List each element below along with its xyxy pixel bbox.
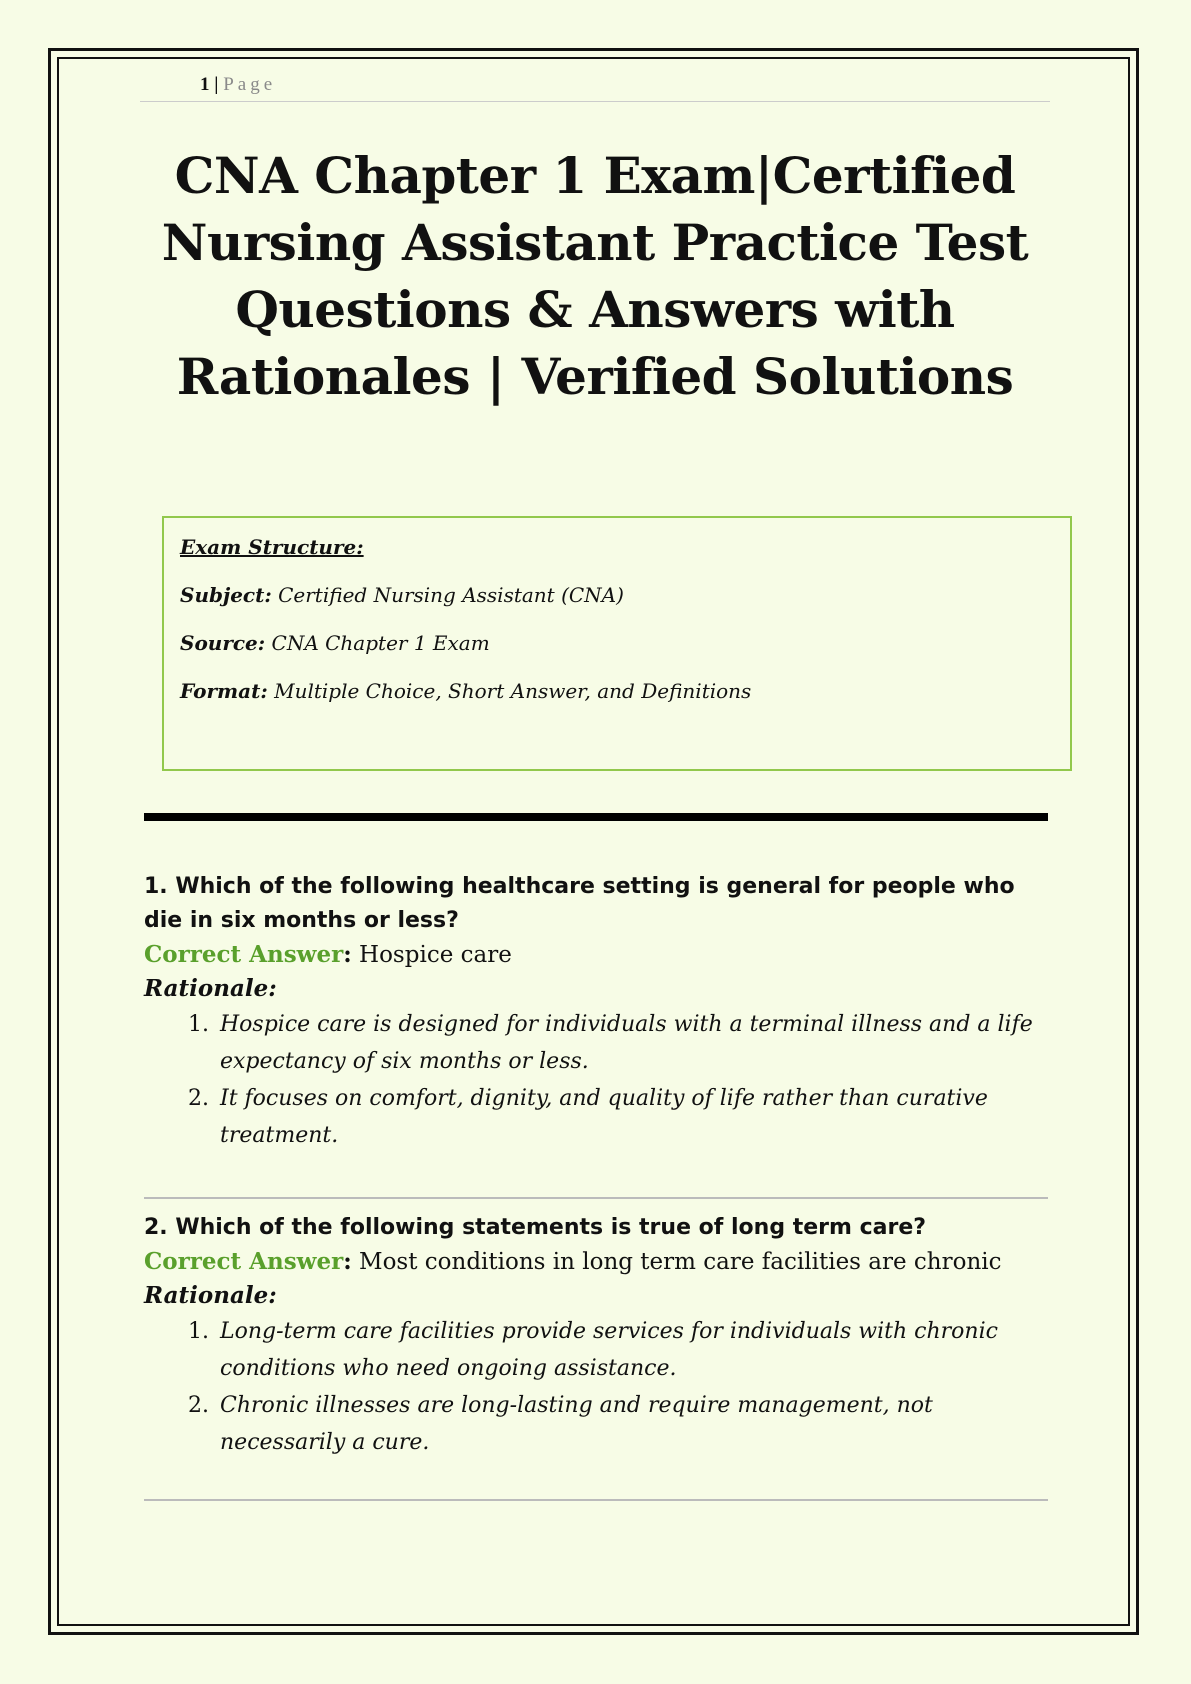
answer-label: Correct Answer (144, 1248, 344, 1275)
page-word: Page (223, 74, 277, 95)
answer-line: Correct Answer: Hospice care (144, 941, 512, 968)
rationale-list (144, 1313, 1048, 1461)
rationale-item: 1. Long-term care facilities provide services for individuals with chronic conditions who need ongoing assistance. (216, 1313, 1048, 1387)
exam-structure-heading: Exam Structure: (180, 535, 364, 559)
question-text: 2. Which of the following statements is true of long term care? (144, 1215, 927, 1240)
subject-value: Certified Nursing Assistant (CNA) (278, 583, 624, 607)
question-block (144, 870, 1048, 1154)
question-divider (144, 1499, 1048, 1501)
format-row (180, 676, 1054, 706)
exam-structure-box (162, 516, 1072, 771)
source-row (180, 628, 1054, 658)
answer-value: Most conditions in long term care facilities are chronic (359, 1249, 1002, 1275)
question-divider (144, 1197, 1048, 1199)
source-label: Source: (180, 631, 266, 655)
rationale-label: Rationale: (144, 1282, 277, 1309)
format-label: Format: (180, 679, 268, 703)
page-number: 1 (200, 74, 210, 95)
section-divider (144, 813, 1048, 821)
answer-line: Correct Answer: Most conditions in long term care facilities are chronic (144, 1248, 1002, 1275)
question-text: 1. Which of the following healthcare setting is general for people who die in six months or less? (144, 874, 1015, 933)
answer-label: Correct Answer (144, 941, 344, 968)
subject-row (180, 580, 1054, 610)
rationale-label: Rationale: (144, 975, 277, 1002)
question-block (144, 1211, 1048, 1461)
subject-label: Subject: (180, 583, 272, 607)
rationale-item: 1. Hospice care is designed for individuals with a terminal illness and a life expectancy of six months or less. (216, 1006, 1048, 1080)
format-value: Multiple Choice, Short Answer, and Definitions (274, 679, 752, 703)
document-title: CNA Chapter 1 Exam|Certified Nursing Assistant Practice Test Questions & Answers with Rationales | Verified Solutions (161, 146, 1029, 406)
page-header (140, 72, 1050, 102)
answer-value: Hospice care (359, 942, 512, 968)
rationale-list (144, 1006, 1048, 1154)
page-separator: | (214, 74, 219, 95)
rationale-item: 2. It focuses on comfort, dignity, and quality of life rather than curative treatment. (216, 1080, 1048, 1154)
rationale-item: 2. Chronic illnesses are long-lasting and require management, not necessarily a cure. (216, 1387, 1048, 1461)
source-value: CNA Chapter 1 Exam (271, 631, 490, 655)
